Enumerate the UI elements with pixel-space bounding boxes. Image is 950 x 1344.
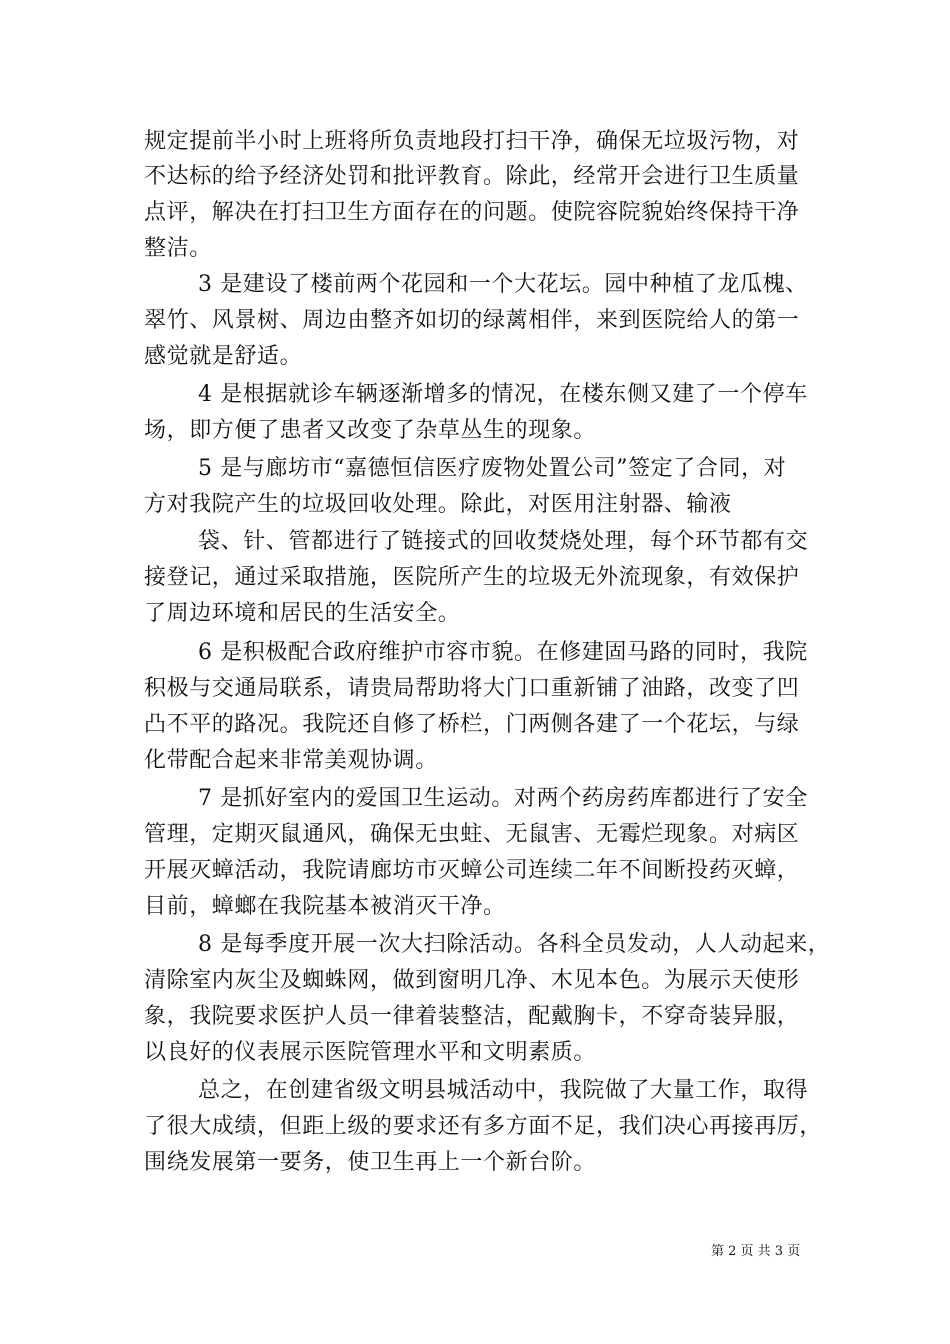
body-line: 整洁。 [144, 236, 212, 261]
body-line: 接登记，通过采取措施，医院所产生的垃圾无外流现象，有效保护 [144, 565, 800, 590]
conclusion-start: 总之，在创建省级文明县城活动中，我院做了大量工作，取得 [198, 1078, 809, 1103]
page-number: 第 2 页 共 3 页 [711, 1244, 801, 1259]
body-line: 方对我院产生的垃圾回收处理。除此，对医用注射器、输液 [144, 492, 732, 517]
paragraph-8-start: 8 是每季度开展一次大扫除活动。各科全员发动，人人动起来， [198, 932, 831, 957]
body-line: 不达标的给予经济处罚和批评教育。除此，经常开会进行卫生质量 [144, 164, 800, 189]
body-line: 目前，蟑螂在我院基本被消灭干净。 [144, 894, 506, 919]
body-line: 围绕发展第一要务，使卫生再上一个新台阶。 [144, 1150, 597, 1175]
body-line: 点评，解决在打扫卫生方面存在的问题。使院容院貌始终保持干净 [144, 200, 800, 225]
paragraph-5-start: 5 是与廊坊市“嘉德恒信医疗废物处置公司”签定了合同，对 [198, 456, 787, 481]
body-line: 场，即方便了患者又改变了杂草丛生的现象。 [144, 418, 597, 443]
body-line: 象，我院要求医护人员一律着装整洁，配戴胸卡，不穿奇装异服， [144, 1004, 800, 1029]
body-line: 翠竹、风景树、周边由整齐如切的绿蓠相伴，来到医院给人的第一 [144, 308, 800, 333]
paragraph-4-start: 4 是根据就诊车辆逐渐增多的情况，在楼东侧又建了一个停车 [198, 382, 808, 407]
body-line: 凸不平的路况。我院还自修了桥栏，门两侧各建了一个花坛，与绿 [144, 712, 800, 737]
body-line: 了周边环境和居民的生活安全。 [144, 601, 461, 626]
paragraph-3-start: 3 是建设了楼前两个花园和一个大花坛。园中种植了龙瓜槐、 [198, 272, 808, 297]
body-line: 化带配合起来非常美观协调。 [144, 748, 438, 773]
body-line: 规定提前半小时上班将所负责地段打扫干净，确保无垃圾污物，对 [144, 129, 800, 154]
body-line: 感觉就是舒适。 [144, 344, 303, 369]
body-line: 以良好的仪表展示医院管理水平和文明素质。 [144, 1040, 597, 1065]
body-line: 积极与交通局联系，请贵局帮助将大门口重新铺了油路，改变了凹 [144, 676, 800, 701]
body-line: 开展灭蟑活动，我院请廊坊市灭蟑公司连续二年不间断投药灭蟑， [144, 858, 800, 883]
paragraph-7-start: 7 是抓好室内的爱国卫生运动。对两个药房药库都进行了安全 [198, 786, 808, 811]
body-line: 管理，定期灭鼠通风，确保无虫蛀、无鼠害、无霉烂现象。对病区 [144, 822, 800, 847]
body-line: 清除室内灰尘及蜘蛛网，做到窗明几净、木见本色。为展示天使形 [144, 968, 800, 993]
paragraph-6-start: 6 是积极配合政府维护市容市貌。在修建固马路的同时，我院 [198, 640, 808, 665]
body-line: 了很大成绩，但距上级的要求还有多方面不足，我们决心再接再厉， [144, 1114, 823, 1139]
body-line: 袋、针、管都进行了链接式的回收焚烧处理，每个环节都有交 [198, 529, 809, 554]
